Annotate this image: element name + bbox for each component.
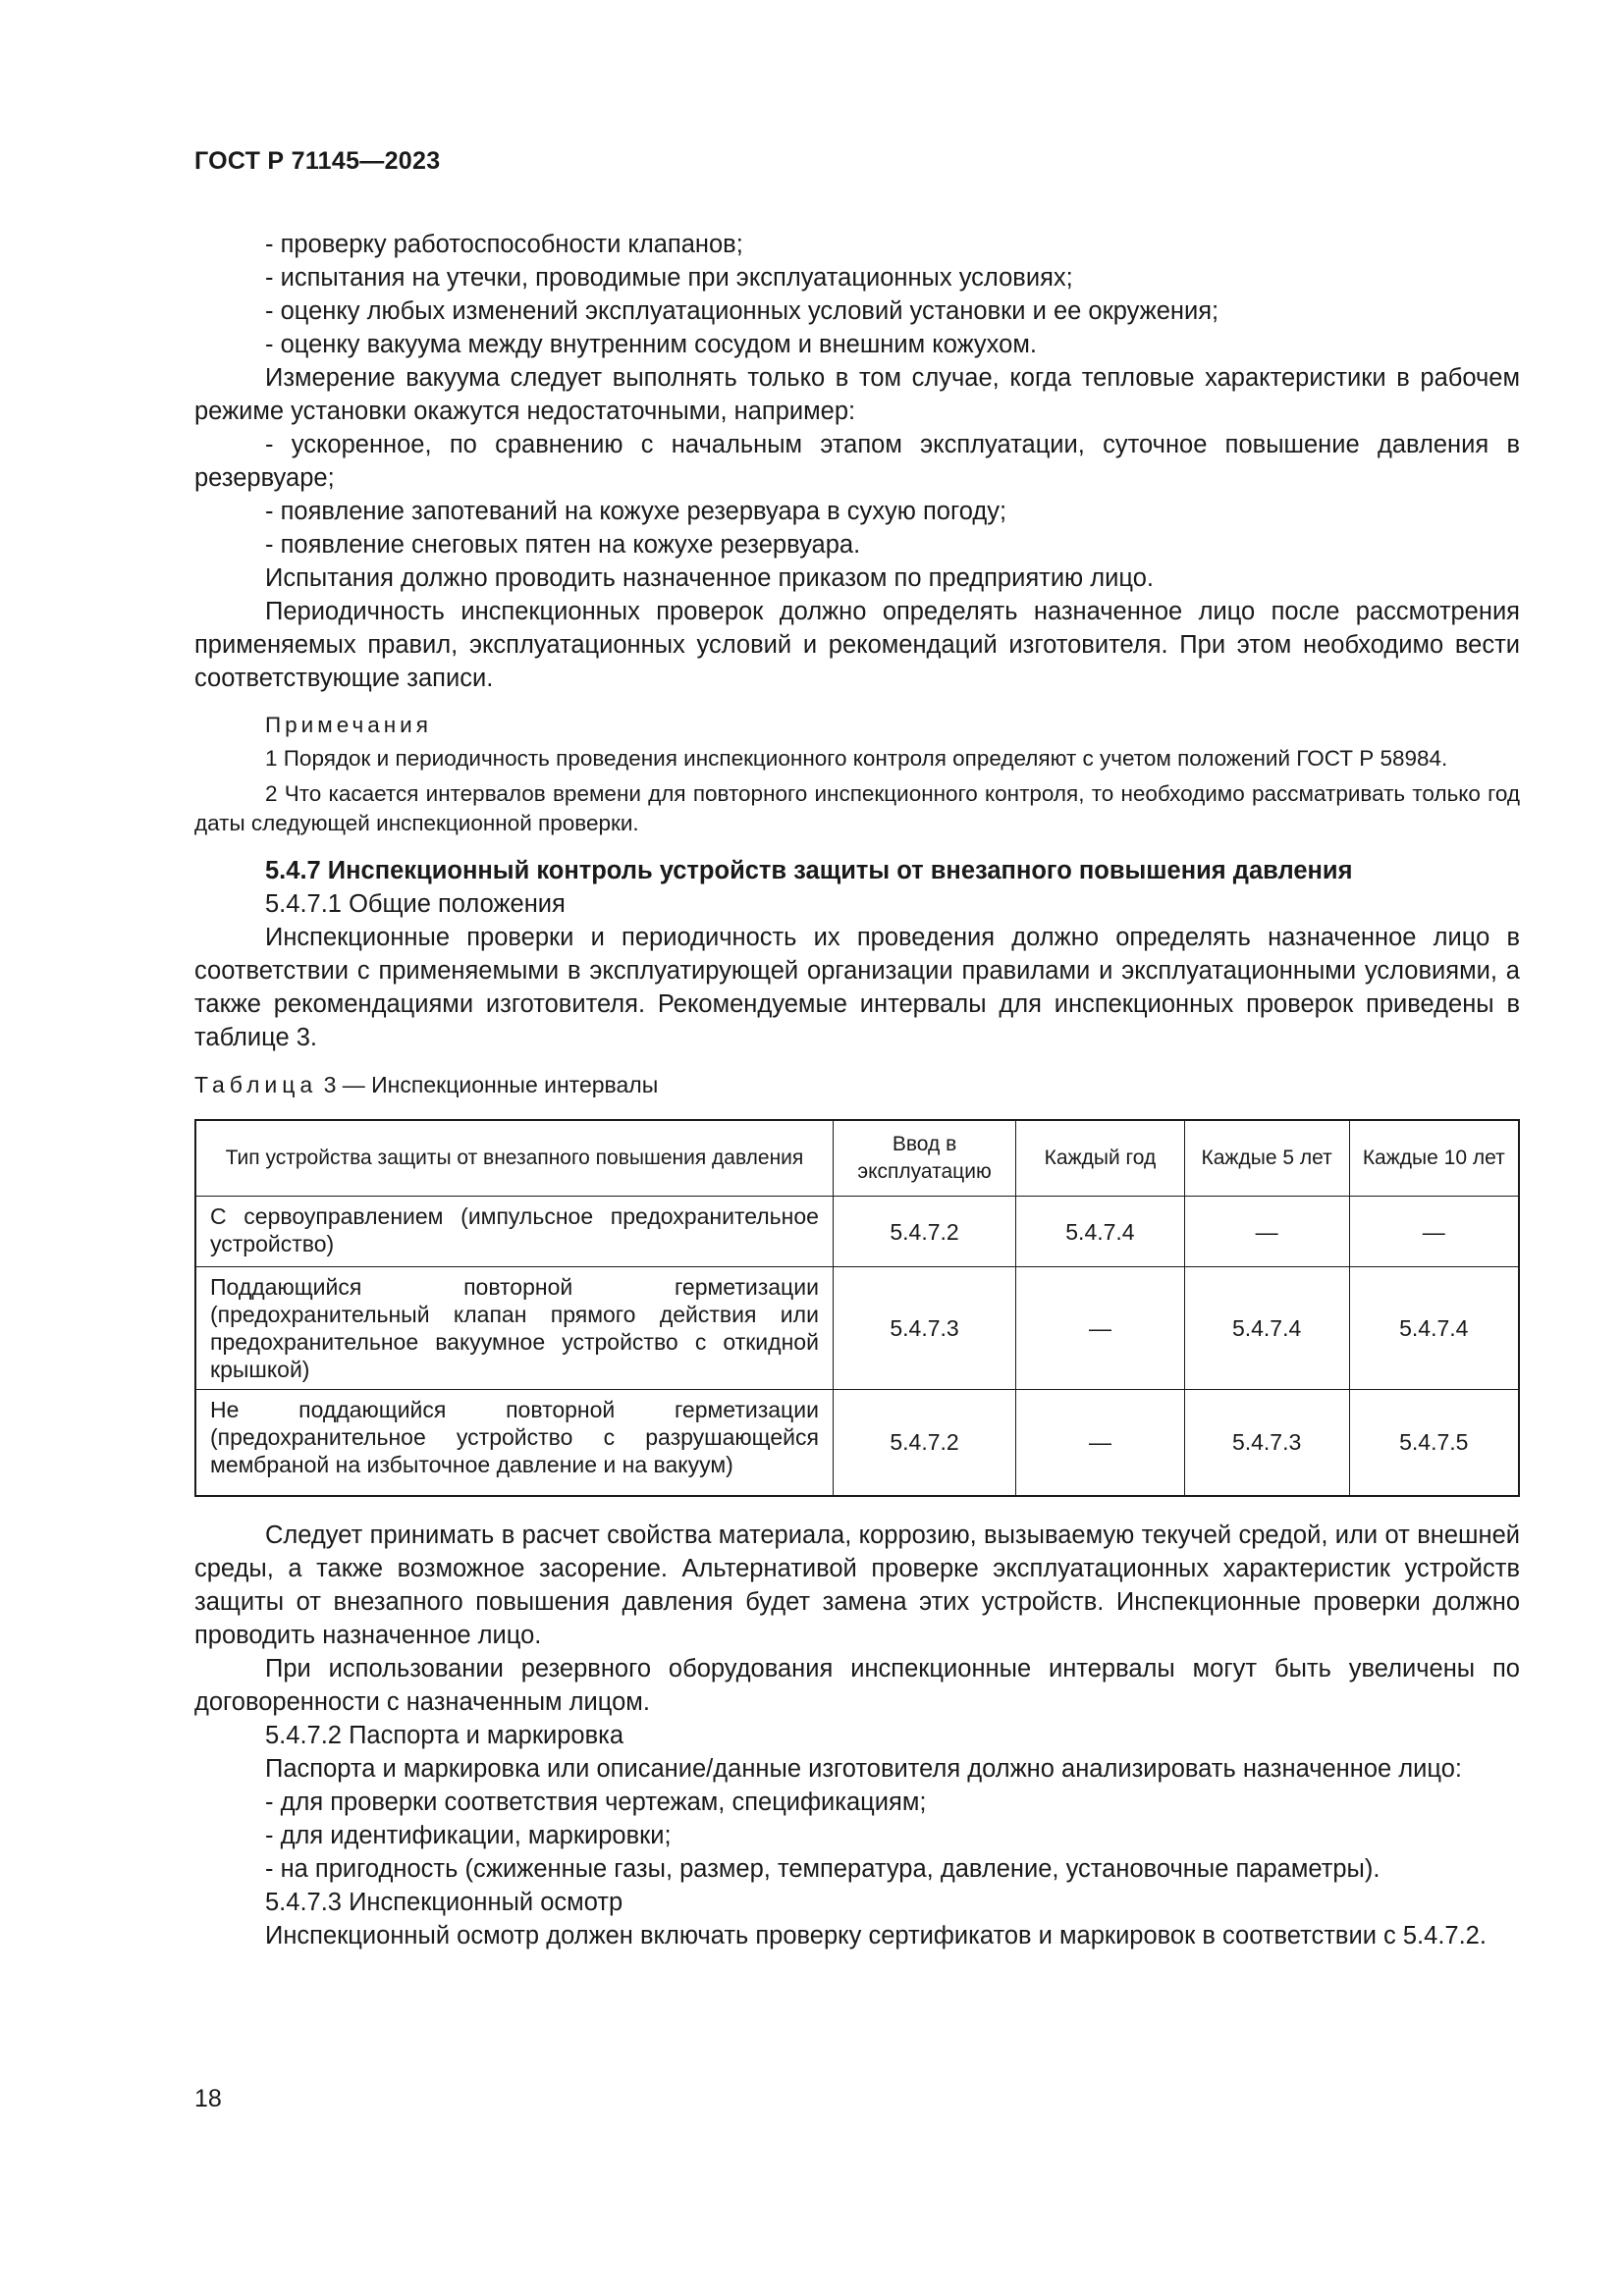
table-row	[195, 1390, 1519, 1496]
table-cell: 5.4.7.4	[1016, 1197, 1185, 1267]
list-item: - на пригодность (сжиженные газы, размер, температура, давление, установочные параметры).	[265, 1854, 1380, 1883]
column-header: Каждый год	[1016, 1120, 1185, 1197]
list-item: - появление снеговых пятен на кожухе резервуара.	[265, 531, 861, 559]
table-row	[195, 1267, 1519, 1390]
subsection-heading: 5.4.7.3 Инспекционный осмотр	[265, 1888, 623, 1916]
list-item: - появление запотеваний на кожухе резервуара в сухую погоду;	[265, 498, 1007, 525]
page-body	[194, 228, 1520, 1952]
note-item: 2 Что касается интервалов времени для повторного инспекционного контроля, то необходимо рассматривать только год даты следующей инспекционной проверки.	[194, 781, 1520, 835]
list-item: - проверку работоспособности клапанов;	[265, 231, 743, 258]
column-header: Каждые 5 лет	[1184, 1120, 1349, 1197]
column-header: Ввод в эксплуатацию	[833, 1120, 1015, 1197]
table-cell: —	[1016, 1390, 1185, 1496]
document-header: ГОСТ Р 71145—2023	[194, 147, 441, 175]
table-cell: —	[1016, 1267, 1185, 1390]
paragraph-vacuum: Измерение вакуума следует выполнять только в том случае, когда тепловые характеристики в рабочем режиме установки окажутся недостаточными, например:	[194, 364, 1520, 425]
table-cell: 5.4.7.2	[833, 1390, 1015, 1496]
table-caption	[194, 1068, 1520, 1101]
table-row	[195, 1197, 1519, 1267]
inspection-intervals-table	[194, 1119, 1520, 1497]
table-cell: 5.4.7.4	[1349, 1267, 1519, 1390]
paragraph-general: Инспекционные проверки и периодичность их проведения должно определять назначенное лицо в соответствии с применяемыми в эксплуатирующей организации правилами и эксплуатационными условиями, а также рекомендациями изготовителя. Рекомендуемые интервалы для инспекционных проверок приведены в таблице 3.	[194, 924, 1520, 1051]
section-heading: 5.4.7 Инспекционный контроль устройств защиты от внезапного повышения давления	[265, 857, 1353, 884]
table-header-row	[195, 1120, 1519, 1197]
list-item: - для проверки соответствия чертежам, спецификациям;	[265, 1788, 927, 1816]
subsection-heading: 5.4.7.2 Паспорта и маркировка	[265, 1721, 624, 1749]
table-cell: —	[1349, 1197, 1519, 1267]
table-cell: 5.4.7.3	[1184, 1390, 1349, 1496]
list-item: - оценку любых изменений эксплуатационных условий установки и ее окружения;	[265, 297, 1219, 325]
table-cell: 5.4.7.2	[833, 1197, 1015, 1267]
paragraph-inspection: Инспекционный осмотр должен включать проверку сертификатов и маркировок в соответствии с 5.4.7.2.	[265, 1921, 1487, 1949]
table-cell: Не поддающийся повторной герметизации (предохранительное устройство с разрушающейся мембраной на избыточное давление и на вакуум)	[195, 1390, 833, 1496]
paragraph-tests: Испытания должно проводить назначенное приказом по предприятию лицо.	[265, 564, 1154, 592]
list-item: - для идентификации, маркировки;	[265, 1821, 672, 1849]
table-cell: С сервоуправлением (импульсное предохранительное устройство)	[195, 1197, 833, 1267]
table-caption-word: Таблица	[194, 1072, 318, 1097]
paragraph-passports: Паспорта и маркировка или описание/данные изготовителя должно анализировать назначенное лицо:	[265, 1754, 1462, 1783]
page-number: 18	[194, 2085, 222, 2112]
table-cell: Поддающийся повторной герметизации (предохранительный клапан прямого действия или предохранительное вакуумное устройство с откидной крышкой)	[195, 1267, 833, 1390]
table-cell: 5.4.7.5	[1349, 1390, 1519, 1496]
column-header: Тип устройства защиты от внезапного повышения давления	[195, 1120, 833, 1197]
paragraph-periodicity: Периодичность инспекционных проверок должно определять назначенное лицо после рассмотрения применяемых правил, эксплуатационных условий и рекомендаций изготовителя. При этом необходимо вести соответствующие записи.	[194, 598, 1520, 692]
list-item: - ускоренное, по сравнению с начальным этапом эксплуатации, суточное повышение давления в резервуаре;	[194, 431, 1520, 492]
notes-title: Примечания	[265, 713, 432, 737]
paragraph-materials: Следует принимать в расчет свойства материала, коррозию, вызываемую текучей средой, или от внешней среды, а также возможное засорение. Альтернативой проверке эксплуатационных характеристик устройств защиты от внезапного повышения давления будет замена этих устройств. Инспекционные проверки должно проводить назначенное лицо.	[194, 1521, 1520, 1649]
table-caption-text: 3 — Инспекционные интервалы	[323, 1072, 659, 1097]
list-item: - оценку вакуума между внутренним сосудом и внешним кожухом.	[265, 331, 1037, 358]
list-item: - испытания на утечки, проводимые при эксплуатационных условиях;	[265, 264, 1073, 292]
column-header: Каждые 10 лет	[1349, 1120, 1519, 1197]
table-cell: —	[1184, 1197, 1349, 1267]
subsection-heading: 5.4.7.1 Общие положения	[265, 890, 566, 918]
note-item: 1 Порядок и периодичность проведения инспекционного контроля определяют с учетом положений ГОСТ Р 58984.	[265, 746, 1448, 771]
table-cell: 5.4.7.3	[833, 1267, 1015, 1390]
table-cell: 5.4.7.4	[1184, 1267, 1349, 1390]
paragraph-reserve: При использовании резервного оборудования инспекционные интервалы могут быть увеличены по договоренности с назначенным лицом.	[194, 1654, 1520, 1716]
